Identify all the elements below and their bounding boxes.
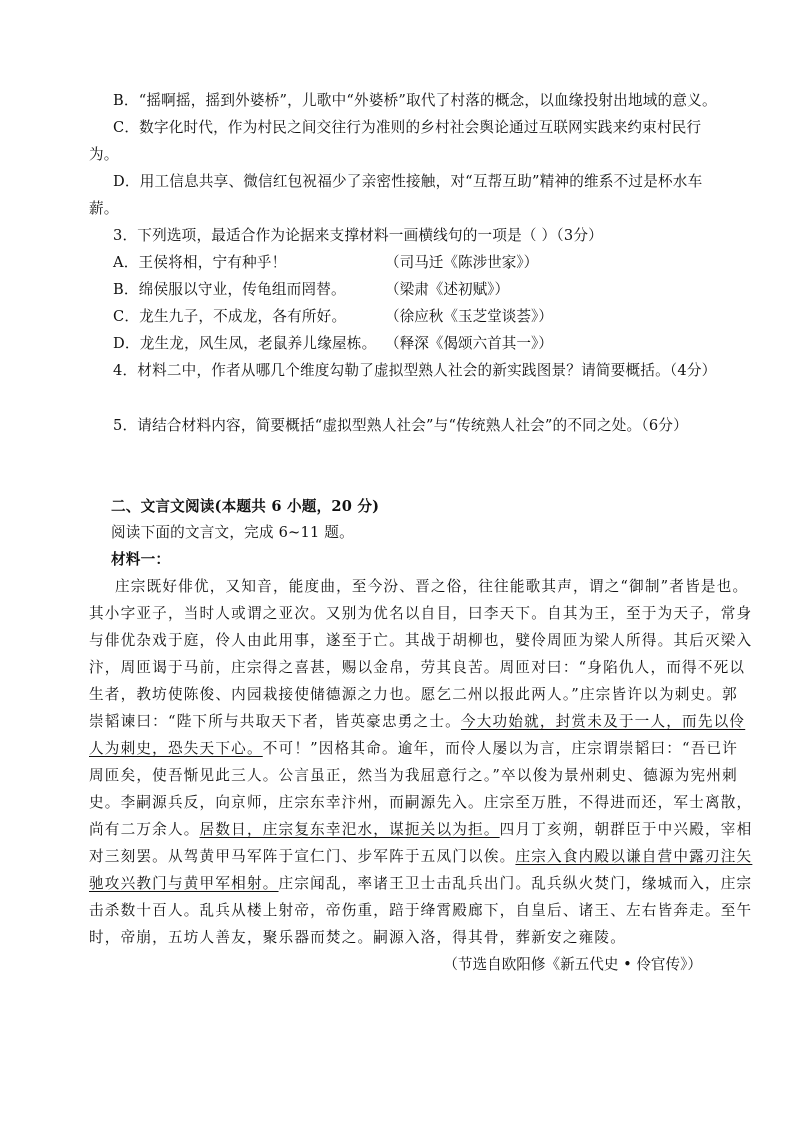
passage-source: （节选自欧阳修《新五代史 • 伶官传》）	[443, 956, 702, 973]
question-5: 5．请结合材料内容，简要概括“虚拟型熟人社会”与“传统熟人社会”的不同之处。（6分）	[113, 417, 688, 434]
underlined-sentence-2: 居数日，庄宗复东幸汜水，谋扼关以为拒。	[199, 821, 500, 838]
option-c-line1: C．数字化时代，作为村民之间交往行为准则的乡村社会舆论通过互联网实践来约束村民行	[113, 119, 702, 136]
passage-line-13: 击杀数十百人。乱兵从楼上射帝，帝伤重，踣于绛霄殿廊下，自皇后、诸王、左右皆奔走。至午	[89, 902, 753, 919]
underlined-sentence-1a: 今大功始就，封赏未及于一人，而先以伶	[460, 713, 746, 730]
question-4: 4．材料二中，作者从哪几个维度勾勒了虚拟型熟人社会的新实践图景？请简要概括。（4分）	[113, 362, 717, 379]
q3-option-c: C．龙生九子，不成龙，各有所好。	[113, 308, 347, 325]
option-c-line2: 为。	[89, 146, 119, 163]
passage-line-10-b: 四月丁亥朔，朝群臣于中兴殿，宰相	[499, 821, 753, 838]
passage-line-11	[89, 847, 752, 867]
q3-option-d-source: （释深《偈颂六首其一》）	[385, 335, 553, 352]
q3-option-b-source: （梁肃《述初赋》）	[385, 281, 510, 298]
q3-option-b: B．绵侯服以守业，传龟组而罔替。	[113, 281, 346, 298]
q3-option-a: A．王侯将相，宁有种乎！	[113, 254, 287, 271]
q3-option-a-source: （司马迁《陈涉世家》）	[385, 254, 539, 271]
passage-line-4: 汴，周匝谒于马前，庄宗得之喜甚，赐以金帛，劳其良苦。周匝对曰：“身陷仇人，而得不死以	[89, 659, 746, 676]
passage-line-1: 庄宗既好俳优，又知音，能度曲，至今汾、晋之俗，往往能歌其声，谓之“御制”者皆是也。	[115, 578, 749, 595]
section-2-title: 二、文言文阅读(本题共 6 小题，20 分)	[111, 498, 380, 515]
underlined-sentence-3a: 庄宗入食内殿以谦自营中露刃注矢	[515, 848, 753, 865]
option-b: B．“摇啊摇，摇到外婆桥”，儿歌中“外婆桥”取代了村落的概念，以血缘投射出地域的意义。	[113, 92, 717, 109]
passage-line-12	[89, 874, 752, 894]
passage-line-10	[89, 820, 752, 840]
passage-line-8: 周匝矣，使吾惭见此三人。公言虽正，然当为我屈意行之。”卒以俊为景州刺史、德源为宪州刺	[89, 767, 738, 784]
passage-line-6-text: 崇韬谏曰：“陛下所与共取天下者，皆英豪忠勇之士。	[89, 713, 461, 730]
passage-line-12-b: 庄宗闻乱，率诸王卫士击乱兵出门。乱兵纵火焚门，缘城而入，庄宗	[278, 875, 753, 892]
q3-option-c-source: （徐应秋《玉芝堂谈荟》）	[385, 308, 553, 325]
passage-line-5: 生者，教坊使陈俊、内园栽接使储德源之力也。愿乞二州以报此两人。”庄宗皆许以为刺史。郭	[89, 686, 738, 703]
passage-line-7-rest: 不可！”因格其命。逾年，而伶人屡以为言，庄宗谓崇韬曰：“吾已许	[262, 740, 739, 757]
passage-line-3: 与俳优杂戏于庭，伶人由此用事，遂至于亡。其战于胡柳也，嬖伶周匝为梁人所得。其后灭梁入	[89, 632, 753, 649]
underlined-sentence-1b: 人为刺史，恐失天下心。	[89, 740, 263, 757]
passage-line-10-a: 尚有二万余人。	[89, 821, 200, 838]
option-d-line2: 薪。	[89, 200, 119, 217]
question-3-stem: 3．下列选项，最适合作为论据来支撑材料一画横线句的一项是（ ）（3分）	[113, 227, 603, 244]
material-one-label: 材料一：	[111, 551, 171, 568]
section-2-instruction: 阅读下面的文言文，完成 6~11 题。	[111, 524, 354, 541]
passage-line-2: 其小字亚子，当时人或谓之亚次。又别为优名以自目，曰李天下。自其为王，至于为天子，常身	[89, 605, 753, 622]
option-d-line1: D．用工信息共享、微信红包祝福少了亲密性接触，对“互帮互助”精神的维系不过是杯水车	[113, 173, 703, 190]
passage-line-11-a: 对三刻罢。从驾黄甲马军阵于宣仁门、步军阵于五凤门以俟。	[89, 848, 516, 865]
passage-line-7	[89, 739, 738, 759]
underlined-sentence-3b: 驰攻兴教门与黄甲军相射。	[89, 875, 279, 892]
q3-option-d: D．龙生龙，风生凤，老鼠养儿缘屋栋。	[113, 335, 377, 352]
passage-line-9: 史。李嗣源兵反，向京师，庄宗东幸汴州，而嗣源先入。庄宗至万胜，不得进而还，军士离散，	[89, 794, 753, 811]
passage-line-14: 时，帝崩，五坊人善友，聚乐器而焚之。嗣源入洛，得其骨，葬新安之雍陵。	[89, 929, 626, 946]
passage-line-6	[89, 712, 745, 732]
